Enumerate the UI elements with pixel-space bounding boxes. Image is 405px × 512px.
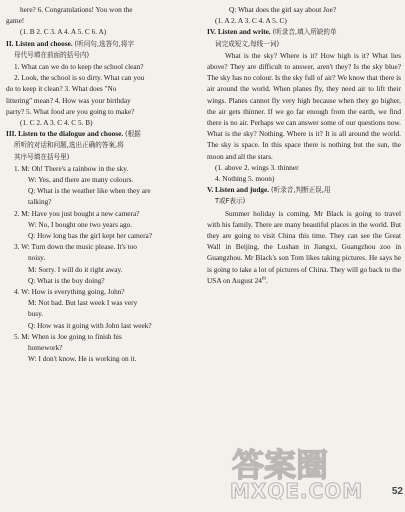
section-heading [207, 184, 401, 196]
text-line: 4. W: How is everything going, John? [14, 287, 125, 297]
text-line: party? 5. What food are you going to make? [6, 106, 135, 116]
text-line: W: No, I bought one two years ago. [28, 219, 133, 229]
page-number: 52 [391, 486, 403, 497]
section-heading [6, 128, 198, 140]
section-title: II. Listen and choose. [6, 38, 73, 48]
text-line: M: Sorry. I will do it right away. [28, 264, 123, 274]
text-line: 1. M: Oh! There's a rainbow in the sky. [14, 163, 129, 173]
answer-key: 4. Nothing 5. moon) [215, 174, 275, 184]
text-line: 2. Look, the school is so dirty. What can you [14, 73, 145, 83]
passage-paragraph: What is the sky? Where is it? How high is it? What lies above? They are difficult to answer, aren't they? Is the sky blue? The sky has no colour. Is the sky full of air? We know that there is air around the world. When planes fly, they need air to lift their wings. Planes cannot fly very high because when they go higher, the air gets thinner. If we go far enough from the earth, we find there is no air. Perhaps we can answer some of our questions now. What is the sky? Nothing. Where is it? It is all around the world. The sky is space. In this space there is nothing but the sun, the moon and all the stars. [207, 50, 401, 161]
text-line: 3. W: Turn down the music please. It's too [14, 242, 137, 252]
text-line: noisy. [28, 253, 46, 263]
text-line: 5. M: When is Joe going to finish his [14, 331, 122, 341]
passage-paragraph [207, 208, 401, 286]
watermark-logo [228, 442, 396, 500]
text-line: W: I don't know. He is working on it. [28, 354, 137, 364]
passage-end: . [265, 275, 268, 285]
answer-key: (1. B 2. C 3. A 4. A 5. C 6. A) [20, 27, 107, 37]
section-instruction: 母代号填在前面的括号内) [14, 50, 90, 59]
section-instruction: 其序号填在括号里) [14, 152, 70, 161]
section-title: IV. Listen and write. [207, 27, 271, 37]
text-line: 1. What can we do to keep the school clean? [14, 62, 144, 72]
text-line: Q: What does the girl say about Joe? [229, 5, 337, 14]
text-line: M: Not bad. But last week I was very [28, 298, 138, 308]
text-line: 2. M: Have you just bought a new camera? [14, 208, 140, 218]
section-instruction: T或F表示) [215, 197, 246, 206]
text-line: Q: What is the weather like when they are [28, 186, 151, 196]
section-instruction: (听录音,判断正误,用 [270, 186, 331, 195]
section-instruction: (根据 [125, 130, 141, 139]
text-line: littering" mean? 4. How was your birthday [6, 95, 131, 105]
text-line: Q: How was it going with John last week? [28, 320, 152, 330]
section-title: V. Listen and judge. [207, 185, 270, 195]
right-column [207, 4, 401, 286]
answer-key: (1. above 2. wings 3. thinner [215, 162, 299, 172]
text-line: Q: How long has the girl kept her camera? [28, 231, 153, 241]
text-line: here? 6. Congratulations! You won the [20, 5, 133, 14]
text-line: talking? [28, 197, 52, 207]
watermark-text-cn: 答案圈 [232, 446, 329, 484]
section-title: III. Listen to the dialogue and choose. [6, 129, 124, 139]
text-line: game! [6, 16, 25, 26]
ordinal-suffix: th [261, 276, 266, 282]
text-line: busy. [28, 309, 44, 319]
section-heading [6, 38, 198, 50]
section-heading [207, 26, 401, 38]
section-instruction: (听录音,填入所缺的单 [272, 28, 337, 37]
text-line: Q: What is the boy doing? [28, 275, 105, 285]
watermark-text-en: MXQE.COM [230, 479, 364, 500]
section-instruction: 所听的对话和问题,选出正确的答案,将 [14, 141, 124, 150]
section-instruction: 词完成短文,每线一词) [215, 39, 280, 48]
text-line: do to keep it clean? 3. What does "No [6, 84, 117, 94]
text-line: W: Yes, and there are many colours. [28, 175, 134, 185]
passage-text: Summer holiday is coming. Mr Black is going to travel with his family. There are many beautiful places in the world. But they are going to visit China this time. They can see the Great Wall in Beijing, the Lushan in Jiangxi, Guangzhou zoo in Guangzhou. Mr Black's son Tom likes taking pictures. He says he is going to take a lot of pictures of China. They will go back to the USA on August 24 [207, 208, 402, 285]
section-instruction: (听问句,选答句,将字 [74, 39, 135, 48]
left-column [6, 4, 198, 365]
text-line: homework? [28, 343, 63, 353]
answer-key: (1. A 2. A 3. C 4. A 5. C) [215, 16, 287, 26]
answer-key: (1. C 2. A 3. C 4. C 5. B) [20, 118, 93, 128]
